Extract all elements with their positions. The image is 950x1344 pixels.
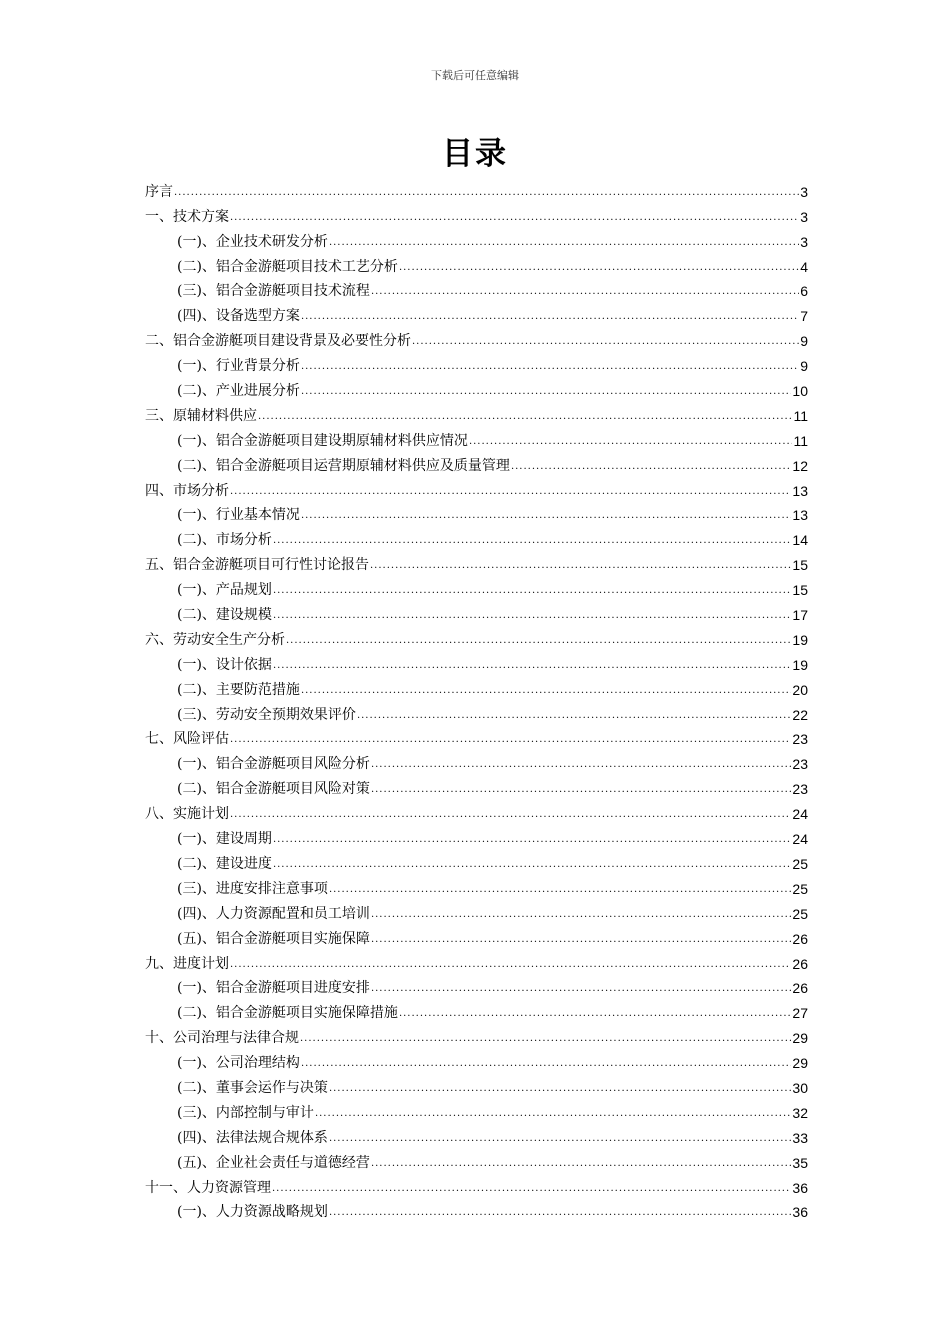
toc-entry[interactable] xyxy=(145,823,808,848)
toc-entry-label: (二)、产业进展分析 xyxy=(177,383,300,400)
toc-entry[interactable] xyxy=(145,325,808,350)
toc-entry[interactable] xyxy=(145,375,808,400)
toc-dot-leader xyxy=(230,956,791,973)
toc-dot-leader xyxy=(301,682,791,699)
toc-entry-label: (一)、铝合金游艇项目风险分析 xyxy=(177,756,370,773)
toc-entry-label: (三)、铝合金游艇项目技术流程 xyxy=(177,283,370,300)
toc-entry-page-number: 23 xyxy=(792,731,808,748)
toc-dot-leader xyxy=(273,831,791,848)
toc-entry-page-number: 6 xyxy=(800,283,808,300)
toc-entry-label: (五)、企业社会责任与道德经营 xyxy=(177,1154,370,1171)
toc-entry[interactable] xyxy=(145,898,808,923)
toc-entry-label: 十、公司治理与法律合规 xyxy=(145,1030,299,1047)
toc-entry-page-number: 9 xyxy=(800,333,808,350)
toc-entry-label: 九、进度计划 xyxy=(145,955,229,972)
toc-entry[interactable] xyxy=(145,201,808,226)
toc-entry[interactable] xyxy=(145,549,808,574)
toc-entry-label: (二)、市场分析 xyxy=(177,532,272,549)
toc-dot-leader xyxy=(329,234,799,251)
toc-dot-leader xyxy=(273,607,791,624)
toc-dot-leader xyxy=(399,259,799,276)
toc-entry-page-number: 27 xyxy=(792,1005,808,1022)
toc-entry-page-number: 9 xyxy=(800,358,808,375)
toc-entry-label: (一)、铝合金游艇项目进度安排 xyxy=(177,980,370,997)
toc-entry[interactable] xyxy=(145,1122,808,1147)
toc-dot-leader xyxy=(300,1030,791,1047)
toc-entry[interactable] xyxy=(145,176,808,201)
toc-dot-leader xyxy=(301,358,799,375)
toc-entry[interactable] xyxy=(145,773,808,798)
toc-entry-label: (二)、铝合金游艇项目风险对策 xyxy=(177,781,370,798)
toc-dot-leader xyxy=(286,632,791,649)
toc-entry-page-number: 7 xyxy=(800,308,808,325)
toc-entry-label: (一)、人力资源战略规划 xyxy=(177,1204,328,1221)
toc-entry-page-number: 10 xyxy=(792,383,808,400)
toc-entry-page-number: 19 xyxy=(792,631,808,648)
toc-entry-page-number: 25 xyxy=(792,855,808,872)
toc-dot-leader xyxy=(230,806,791,823)
toc-dot-leader xyxy=(273,657,791,674)
toc-entry[interactable] xyxy=(145,724,808,749)
toc-dot-leader xyxy=(230,731,791,748)
toc-dot-leader xyxy=(301,383,791,400)
toc-entry[interactable] xyxy=(145,873,808,898)
toc-entry[interactable] xyxy=(145,699,808,724)
toc-entry[interactable] xyxy=(145,251,808,276)
toc-entry[interactable] xyxy=(145,1047,808,1072)
toc-entry-label: 三、原辅材料供应 xyxy=(145,407,257,424)
toc-entry-page-number: 33 xyxy=(792,1129,808,1146)
toc-entry-page-number: 24 xyxy=(792,831,808,848)
toc-dot-leader xyxy=(301,1055,791,1072)
toc-dot-leader xyxy=(370,557,791,574)
toc-entry-label: (二)、主要防范措施 xyxy=(177,681,300,698)
toc-entry-label: (二)、铝合金游艇项目实施保障措施 xyxy=(177,1005,398,1022)
toc-entry-label: (三)、进度安排注意事项 xyxy=(177,880,328,897)
toc-entry-label: (三)、劳动安全预期效果评价 xyxy=(177,706,356,723)
toc-entry-page-number: 24 xyxy=(792,806,808,823)
toc-entry-page-number: 36 xyxy=(792,1204,808,1221)
toc-entry-page-number: 19 xyxy=(792,656,808,673)
toc-entry-page-number: 25 xyxy=(792,880,808,897)
toc-entry-label: (二)、建设规模 xyxy=(177,607,272,624)
toc-entry-label: (二)、建设进度 xyxy=(177,855,272,872)
toc-dot-leader xyxy=(511,458,791,475)
toc-entry[interactable] xyxy=(145,1147,808,1172)
toc-entry-page-number: 15 xyxy=(792,557,808,574)
toc-entry-page-number: 25 xyxy=(792,905,808,922)
toc-dot-leader xyxy=(412,333,799,350)
toc-entry[interactable] xyxy=(145,226,808,251)
toc-entry-page-number: 11 xyxy=(793,432,808,449)
toc-dot-leader xyxy=(329,881,791,898)
toc-entry-label: 六、劳动安全生产分析 xyxy=(145,631,285,648)
toc-entry-label: (二)、董事会运作与决策 xyxy=(177,1079,328,1096)
toc-dot-leader xyxy=(371,781,791,798)
toc-entry-label: (一)、建设周期 xyxy=(177,831,272,848)
toc-entry-page-number: 30 xyxy=(792,1079,808,1096)
toc-entry-page-number: 14 xyxy=(792,532,808,549)
toc-entry-page-number: 20 xyxy=(792,681,808,698)
toc-dot-leader xyxy=(399,1005,791,1022)
toc-entry[interactable] xyxy=(145,624,808,649)
toc-entry-label: 二、铝合金游艇项目建设背景及必要性分析 xyxy=(145,333,411,350)
toc-dot-leader xyxy=(273,532,791,549)
toc-dot-leader xyxy=(258,408,792,425)
toc-entry[interactable] xyxy=(145,1172,808,1197)
toc-entry[interactable] xyxy=(145,997,808,1022)
toc-entry-label: (一)、行业背景分析 xyxy=(177,358,300,375)
toc-dot-leader xyxy=(273,856,791,873)
toc-entry-label: (一)、产品规划 xyxy=(177,582,272,599)
toc-entry[interactable] xyxy=(145,300,808,325)
toc-dot-leader xyxy=(469,433,793,450)
toc-dot-leader xyxy=(329,1204,791,1221)
toc-entry-page-number: 29 xyxy=(792,1055,808,1072)
toc-dot-leader xyxy=(315,1105,791,1122)
page-title: 目录 xyxy=(442,136,508,172)
toc-entry-label: (一)、行业基本情况 xyxy=(177,507,300,524)
table-of-contents xyxy=(145,176,808,1221)
toc-entry[interactable] xyxy=(145,973,808,998)
toc-entry-label: 一、技术方案 xyxy=(145,208,229,225)
toc-entry[interactable] xyxy=(145,848,808,873)
toc-entry-label: (一)、公司治理结构 xyxy=(177,1055,300,1072)
toc-dot-leader xyxy=(230,483,791,500)
toc-entry[interactable] xyxy=(145,1022,808,1047)
toc-entry[interactable] xyxy=(145,948,808,973)
toc-entry-page-number: 3 xyxy=(800,183,808,200)
toc-dot-leader xyxy=(329,1080,791,1097)
toc-entry[interactable] xyxy=(145,276,808,301)
toc-entry-label: (四)、设备选型方案 xyxy=(177,308,300,325)
toc-entry-page-number: 26 xyxy=(792,930,808,947)
toc-entry-label: (一)、铝合金游艇项目建设期原辅材料供应情况 xyxy=(177,432,468,449)
toc-dot-leader xyxy=(371,756,791,773)
toc-entry-label: 七、风险评估 xyxy=(145,731,229,748)
toc-entry-label: (四)、人力资源配置和员工培训 xyxy=(177,905,370,922)
toc-dot-leader xyxy=(357,707,791,724)
toc-entry-label: (五)、铝合金游艇项目实施保障 xyxy=(177,930,370,947)
header-note: 下载后可任意编辑 xyxy=(431,69,519,82)
toc-entry-page-number: 23 xyxy=(792,781,808,798)
toc-entry-page-number: 15 xyxy=(792,582,808,599)
toc-entry-label: 五、铝合金游艇项目可行性讨论报告 xyxy=(145,557,369,574)
toc-entry[interactable] xyxy=(145,400,808,425)
toc-entry-page-number: 36 xyxy=(792,1179,808,1196)
toc-dot-leader xyxy=(174,184,799,201)
toc-entry-page-number: 17 xyxy=(792,607,808,624)
toc-entry-label: (三)、内部控制与审计 xyxy=(177,1104,314,1121)
toc-entry-label: (四)、法律法规合规体系 xyxy=(177,1129,328,1146)
toc-entry-page-number: 13 xyxy=(792,482,808,499)
toc-entry-label: (一)、设计依据 xyxy=(177,656,272,673)
toc-entry-label: (二)、铝合金游艇项目运营期原辅材料供应及质量管理 xyxy=(177,457,510,474)
toc-dot-leader xyxy=(301,507,791,524)
toc-entry-page-number: 29 xyxy=(792,1030,808,1047)
toc-entry-page-number: 3 xyxy=(800,233,808,250)
toc-dot-leader xyxy=(371,283,799,300)
toc-entry[interactable] xyxy=(145,599,808,624)
toc-entry-page-number: 13 xyxy=(792,507,808,524)
toc-entry-page-number: 23 xyxy=(792,756,808,773)
toc-dot-leader xyxy=(329,1130,791,1147)
toc-entry-label: 八、实施计划 xyxy=(145,806,229,823)
toc-dot-leader xyxy=(371,931,791,948)
toc-entry[interactable] xyxy=(145,649,808,674)
toc-entry[interactable] xyxy=(145,450,808,475)
toc-entry-label: (二)、铝合金游艇项目技术工艺分析 xyxy=(177,258,398,275)
toc-entry[interactable] xyxy=(145,1197,808,1222)
toc-entry[interactable] xyxy=(145,798,808,823)
toc-dot-leader xyxy=(272,1180,791,1197)
toc-entry-page-number: 11 xyxy=(793,407,808,424)
toc-entry-page-number: 3 xyxy=(800,208,808,225)
toc-entry-page-number: 26 xyxy=(792,980,808,997)
toc-entry-label: (一)、企业技术研发分析 xyxy=(177,233,328,250)
toc-dot-leader xyxy=(371,1155,791,1172)
toc-entry[interactable] xyxy=(145,923,808,948)
toc-entry[interactable] xyxy=(145,574,808,599)
toc-entry[interactable] xyxy=(145,524,808,549)
toc-dot-leader xyxy=(371,980,791,997)
toc-entry-page-number: 32 xyxy=(792,1104,808,1121)
toc-entry[interactable] xyxy=(145,1097,808,1122)
toc-entry[interactable] xyxy=(145,425,808,450)
toc-entry-label: 四、市场分析 xyxy=(145,482,229,499)
toc-entry-page-number: 35 xyxy=(792,1154,808,1171)
toc-entry-page-number: 4 xyxy=(800,258,808,275)
toc-entry-label: 十一、人力资源管理 xyxy=(145,1179,271,1196)
toc-dot-leader xyxy=(273,582,791,599)
toc-entry-page-number: 12 xyxy=(792,457,808,474)
toc-dot-leader xyxy=(230,209,799,226)
toc-entry[interactable] xyxy=(145,350,808,375)
toc-entry[interactable] xyxy=(145,674,808,699)
toc-entry[interactable] xyxy=(145,500,808,525)
toc-entry[interactable] xyxy=(145,748,808,773)
toc-entry-page-number: 26 xyxy=(792,955,808,972)
toc-entry-page-number: 22 xyxy=(792,706,808,723)
toc-entry[interactable] xyxy=(145,475,808,500)
toc-dot-leader xyxy=(371,906,791,923)
toc-dot-leader xyxy=(301,308,799,325)
toc-entry-label: 序言 xyxy=(145,183,173,200)
toc-entry[interactable] xyxy=(145,1072,808,1097)
